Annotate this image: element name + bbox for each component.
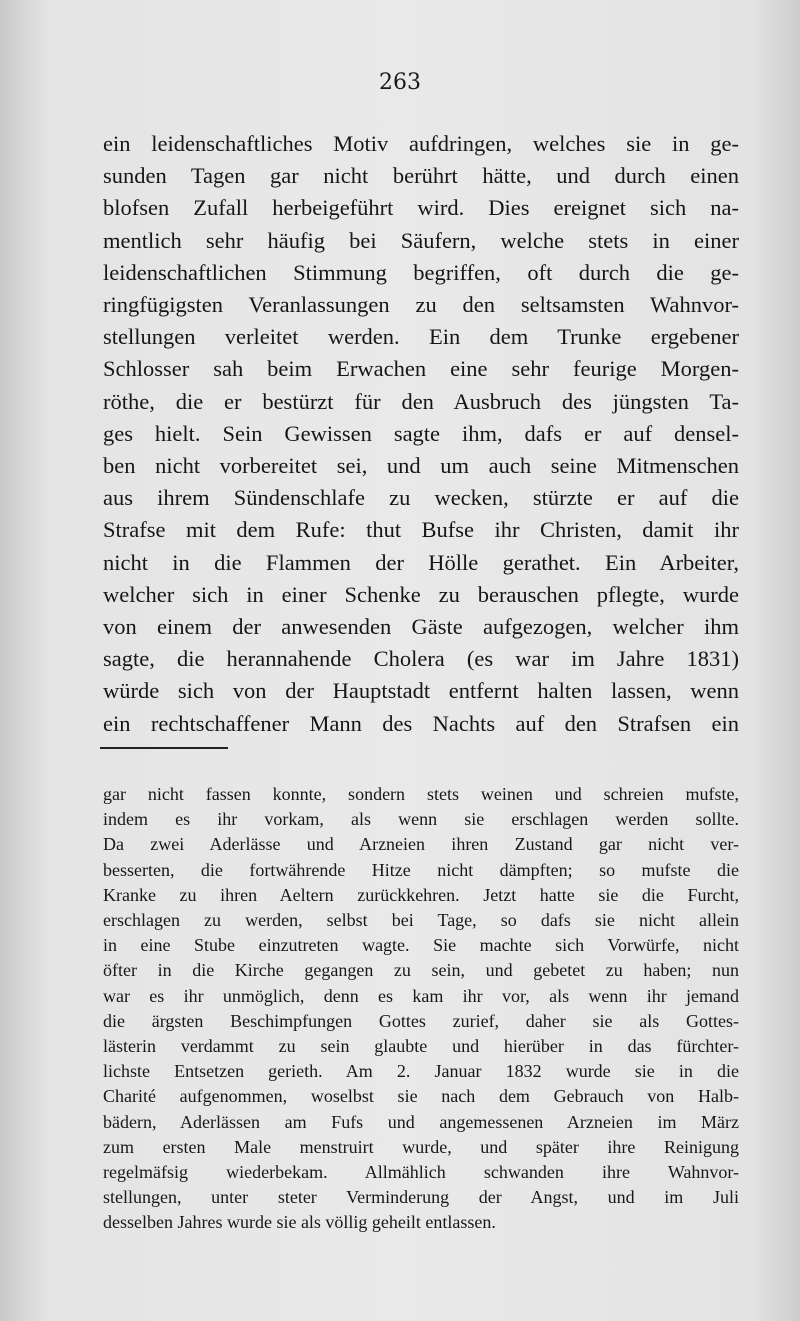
footnote-line: öfter in die Kirche gegangen zu sein, und gebetet zu haben; nun — [103, 960, 739, 981]
text-line: röthe, die er bestürzt für den Ausbruch des jüngsten Ta- — [103, 388, 739, 414]
footnote-line: in eine Stube einzutreten wagte. Sie machte sich Vorwürfe, nicht — [103, 935, 739, 956]
footnote-line: die ärgsten Beschimpfungen Gottes zurief, daher sie als Gottes- — [103, 1010, 739, 1031]
footnote-line: besserten, die fortwährende Hitze nicht dämpften; so mufste die — [103, 859, 739, 880]
text-line: Schlosser sah beim Erwachen eine sehr feurige Morgen- — [103, 356, 739, 382]
footnote-line: stellungen, unter steter Verminderung der Angst, und im Juli — [103, 1187, 739, 1208]
text-line: ben nicht vorbereitet sei, und um auch seine Mitmenschen — [103, 453, 739, 479]
footnote-line: regelmäfsig wiederbekam. Allmählich schwanden ihre Wahnvor- — [103, 1162, 739, 1183]
footnote-line: war es ihr unmöglich, denn es kam ihr vor, als wenn ihr jemand — [103, 985, 739, 1006]
footnote-line: zum ersten Male menstruirt wurde, und später ihre Reinigung — [103, 1136, 739, 1157]
footnote-line: lästerin verdammt zu sein glaubte und hierüber in das fürchter- — [103, 1036, 739, 1057]
text-line: ringfügigsten Veranlassungen zu den seltsamsten Wahnvor- — [103, 292, 739, 318]
footnote-line: indem es ihr vorkam, als wenn sie erschlagen werden sollte. — [103, 809, 739, 830]
text-line: aus ihrem Sündenschlafe zu wecken, stürzte er auf die — [103, 485, 739, 511]
footnote-line: gar nicht fassen konnte, sondern stets weinen und schreien mufste, — [103, 784, 739, 804]
text-line: mentlich sehr häufig bei Säufern, welche stets in einer — [103, 227, 739, 253]
text-line: von einem der anwesenden Gäste aufgezogen, welcher ihm — [103, 614, 739, 640]
footnote-line: desselben Jahres wurde sie als völlig geheilt entlassen. — [103, 1212, 496, 1233]
footnote-line: Da zwei Aderlässe und Arzneien ihren Zustand gar nicht ver- — [103, 834, 739, 855]
text-line: ges hielt. Sein Gewissen sagte ihm, dafs er auf densel- — [103, 420, 739, 446]
text-line: welcher sich in einer Schenke zu berauschen pflegte, wurde — [103, 581, 739, 607]
footnote-line: erschlagen zu werden, selbst bei Tage, so dafs sie nicht allein — [103, 910, 739, 931]
text-line: ein leidenschaftliches Motiv aufdringen, welches sie in ge- — [103, 131, 739, 156]
text-line: leidenschaftlichen Stimmung begriffen, oft durch die ge- — [103, 259, 739, 285]
text-line: Strafse mit dem Rufe: thut Bufse ihr Christen, damit ihr — [103, 517, 739, 543]
text-line: sunden Tagen gar nicht berührt hätte, und durch einen — [103, 163, 739, 189]
text-line: stellungen verleitet werden. Ein dem Trunke ergebener — [103, 324, 739, 350]
text-line: blofsen Zufall herbeigeführt wird. Dies ereignet sich na- — [103, 195, 739, 221]
footnote-line: Charité aufgenommen, woselbst sie nach dem Gebrauch von Halb- — [103, 1086, 739, 1107]
text-line: nicht in die Flammen der Hölle gerathet. Ein Arbeiter, — [103, 549, 739, 575]
text-line: ein rechtschaffener Mann des Nachts auf den Strafsen ein — [103, 710, 739, 736]
footnote-divider — [100, 747, 228, 749]
main-text — [103, 128, 739, 740]
footnote-line: Kranke zu ihren Aeltern zurückkehren. Jetzt hatte sie die Furcht, — [103, 884, 739, 905]
page-number: 263 — [379, 70, 421, 95]
text-line: würde sich von der Hauptstadt entfernt halten lassen, wenn — [103, 678, 739, 704]
text-line: sagte, die herannahende Cholera (es war im Jahre 1831) — [103, 646, 739, 672]
footnote-text — [103, 782, 739, 1236]
footnote-line: lichste Entsetzen gerieth. Am 2. Januar 1832 wurde sie in die — [103, 1061, 739, 1082]
footnote-line: bädern, Aderlässen am Fufs und angemessenen Arzneien im März — [103, 1111, 739, 1132]
